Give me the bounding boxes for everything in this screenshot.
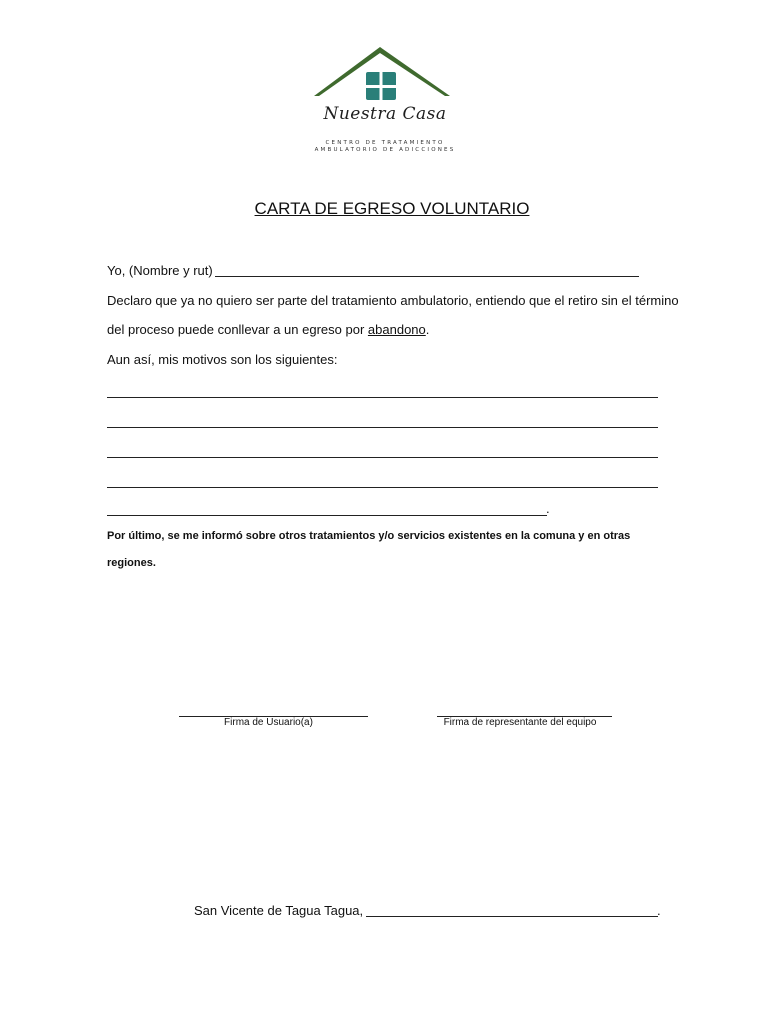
- reasons-final-period: .: [546, 501, 550, 516]
- brand-subtitle-line2: AMBULATORIO DE ADICCIONES: [314, 147, 456, 153]
- logo: [310, 44, 460, 156]
- declaration-underlined-word: abandono: [367, 322, 426, 337]
- closing-bold-line2: regiones.: [107, 557, 156, 569]
- document-title: CARTA DE EGRESO VOLUNTARIO: [254, 199, 530, 218]
- signature-user-label: Firma de Usuario(a): [224, 717, 313, 728]
- brand-subtitle-line1: CENTRO DE TRATAMIENTO: [325, 140, 445, 146]
- place-date-line[interactable]: [366, 916, 658, 917]
- declaration-line1: Declaro que ya no quiero ser parte del tratamiento ambulatorio, entiendo que el retiro sin el término: [107, 293, 679, 308]
- name-input-line[interactable]: [215, 276, 639, 277]
- declaration-period: .: [425, 322, 430, 337]
- reason-line-2[interactable]: [107, 427, 658, 428]
- place-label: San Vicente de Tagua Tagua,: [194, 903, 364, 918]
- place-period: .: [657, 903, 661, 918]
- declaration-line2-text: del proceso puede conllevar a un egreso por: [107, 322, 365, 337]
- reason-line-5[interactable]: [107, 515, 547, 516]
- declaration-line2: [107, 322, 429, 337]
- reason-line-3[interactable]: [107, 457, 658, 458]
- reason-line-4[interactable]: [107, 487, 658, 488]
- reason-line-1[interactable]: [107, 397, 658, 398]
- closing-bold-line1: Por último, se me informó sobre otros tratamientos y/o servicios existentes en la comuna y en otras: [107, 530, 631, 542]
- name-label: Yo, (Nombre y rut): [107, 263, 213, 278]
- signature-team-label: Firma de representante del equipo: [443, 717, 597, 728]
- reasons-label: Aun así, mis motivos son los siguientes:: [107, 352, 338, 367]
- brand-name: Nuestra Casa: [323, 104, 447, 124]
- house-roof-icon: [310, 44, 460, 104]
